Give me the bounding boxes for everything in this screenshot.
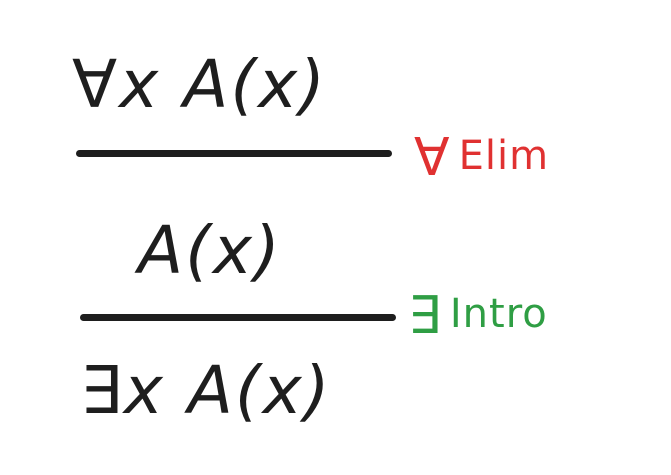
exists-symbol: ∃ [80,352,124,429]
forall-symbol: ∀ [72,46,120,123]
predicate: A(x) [187,352,332,429]
predicate: A(x) [183,46,327,123]
bound-variable: x [123,352,165,429]
forall-symbol: ∀ [414,128,451,188]
rule-name: Elim [458,133,550,179]
premise-formula [72,46,327,123]
rule-name: Intro [449,291,548,337]
conclusion-formula [80,352,332,429]
rule-label-exists-intro [408,286,548,346]
inference-line-intro [80,314,396,321]
bound-variable: x [119,46,161,123]
exists-symbol: ∃ [408,286,442,346]
intermediate-formula [138,212,282,289]
inference-line-elim [76,150,392,157]
predicate: A(x) [138,212,282,289]
rule-label-forall-elim [414,128,550,188]
